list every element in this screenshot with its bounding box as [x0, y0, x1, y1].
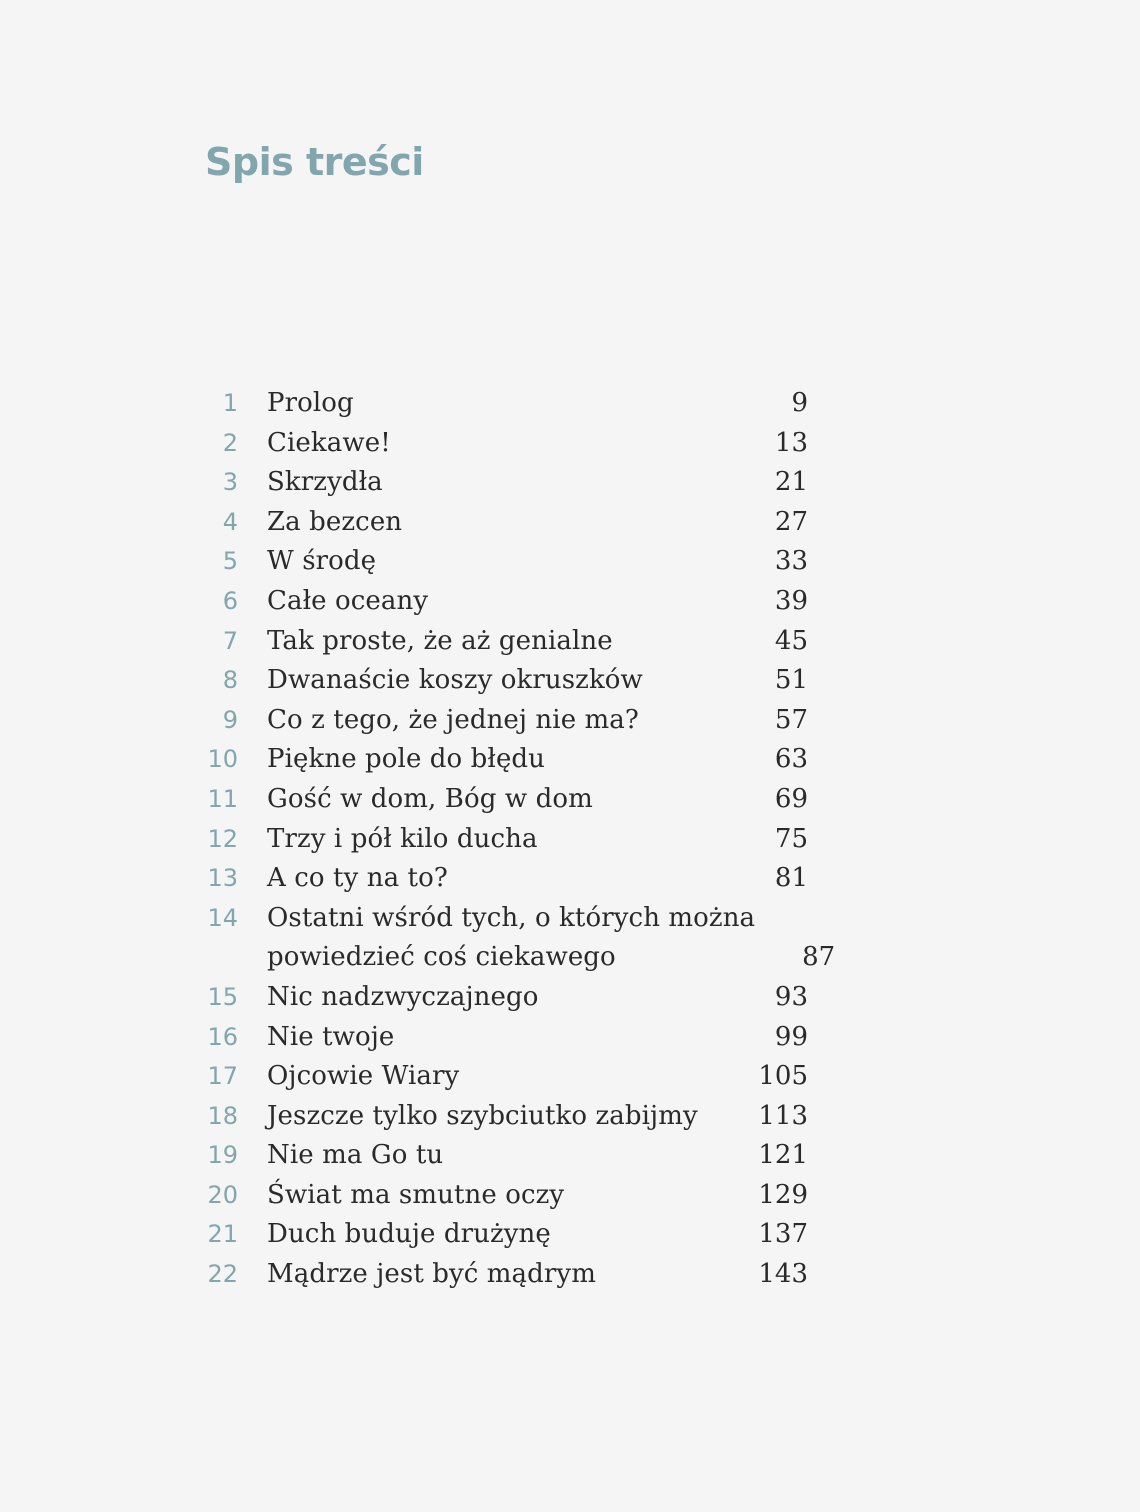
chapter-title-line: Co z tego, że jednej nie ma? — [267, 704, 639, 735]
chapter-title — [238, 780, 728, 820]
chapter-title — [238, 1215, 728, 1255]
toc-entry[interactable] — [198, 503, 808, 543]
chapter-title-line: Jeszcze tylko szybciutko zabijmy — [267, 1100, 698, 1131]
chapter-page-number: 137 — [758, 1219, 808, 1250]
chapter-page-number: 33 — [774, 546, 808, 577]
chapter-title — [238, 542, 728, 582]
chapter-page-number: 75 — [774, 823, 808, 854]
toc-entry[interactable] — [198, 859, 808, 899]
chapter-page-number: 45 — [774, 625, 808, 656]
chapter-title-line: Gość w dom, Bóg w dom — [267, 783, 593, 814]
chapter-title — [238, 820, 728, 860]
chapter-page-number: 9 — [791, 388, 808, 418]
chapter-page-number: 143 — [758, 1259, 808, 1290]
chapter-number: 11 — [207, 784, 238, 813]
toc-entry[interactable] — [198, 780, 808, 820]
chapter-number: 3 — [222, 468, 238, 497]
toc-entry[interactable] — [198, 542, 808, 582]
chapter-title-line: Ojcowie Wiary — [267, 1061, 460, 1092]
chapter-page-number: 27 — [774, 506, 808, 537]
chapter-title — [238, 978, 728, 1018]
chapter-title-line: Duch buduje drużynę — [267, 1219, 551, 1250]
chapter-title — [238, 899, 755, 978]
chapter-title-line: W środę — [267, 546, 377, 577]
toc-entry[interactable] — [198, 820, 808, 860]
chapter-title-line: Nie ma Go tu — [267, 1140, 444, 1171]
chapter-page-number: 63 — [774, 744, 808, 775]
table-of-contents — [198, 384, 836, 1295]
chapter-number: 12 — [207, 824, 238, 853]
chapter-number: 5 — [222, 547, 238, 576]
chapter-number: 14 — [207, 903, 238, 932]
chapter-number: 6 — [222, 586, 238, 615]
toc-entry[interactable] — [198, 1057, 808, 1097]
chapter-title-line: Mądrze jest być mądrym — [267, 1259, 596, 1290]
chapter-page-number: 57 — [774, 704, 808, 735]
chapter-title — [238, 1097, 728, 1137]
chapter-page-number: 93 — [774, 981, 808, 1012]
chapter-title — [238, 1176, 728, 1216]
chapter-page-number: 121 — [758, 1140, 808, 1171]
toc-entry[interactable] — [198, 1255, 808, 1295]
chapter-title-line: Całe oceany — [267, 585, 429, 616]
toc-entry[interactable] — [198, 978, 808, 1018]
chapter-title-line: Nic nadzwyczajnego — [267, 981, 539, 1012]
chapter-number: 17 — [207, 1062, 238, 1091]
toc-entry[interactable] — [198, 582, 808, 622]
chapter-number: 19 — [207, 1141, 238, 1170]
chapter-page-number: 81 — [774, 863, 808, 894]
toc-entry[interactable] — [198, 622, 808, 662]
chapter-title-line: A co ty na to? — [267, 863, 448, 894]
chapter-title — [238, 859, 728, 899]
toc-entry[interactable] — [198, 1097, 808, 1137]
chapter-number: 10 — [207, 745, 238, 774]
chapter-number: 15 — [207, 982, 238, 1011]
chapter-title-line: Tak proste, że aż genialne — [267, 625, 613, 656]
chapter-title — [238, 622, 728, 662]
chapter-title — [238, 384, 728, 424]
toc-entry[interactable] — [198, 701, 808, 741]
chapter-page-number: 13 — [774, 427, 808, 458]
chapter-page-number: 69 — [774, 783, 808, 814]
chapter-title — [238, 463, 728, 503]
chapter-title — [238, 1018, 728, 1058]
chapter-page-number: 51 — [774, 665, 808, 696]
chapter-title-line: Ostatni wśród tych, o których można — [267, 902, 756, 933]
chapter-title-line: Za bezcen — [267, 506, 403, 537]
chapter-number: 8 — [222, 666, 238, 695]
chapter-title-line: powiedzieć coś ciekawego — [267, 942, 616, 973]
chapter-page-number: 21 — [774, 467, 808, 498]
chapter-title — [238, 1057, 728, 1097]
chapter-number: 21 — [207, 1220, 238, 1249]
chapter-page-number: 129 — [758, 1179, 808, 1210]
chapter-title-line: Prolog — [267, 388, 354, 418]
toc-entry[interactable] — [198, 1018, 808, 1058]
chapter-number: 9 — [222, 705, 238, 734]
chapter-number: 16 — [207, 1022, 238, 1051]
chapter-number: 4 — [222, 507, 238, 536]
chapter-title-line: Ciekawe! — [267, 427, 391, 458]
chapter-number: 1 — [222, 389, 238, 417]
chapter-number: 20 — [207, 1180, 238, 1209]
toc-entry[interactable] — [198, 463, 808, 503]
chapter-title — [238, 582, 728, 622]
chapter-title — [238, 701, 728, 741]
toc-entry[interactable] — [198, 661, 808, 701]
chapter-title — [238, 661, 728, 701]
chapter-number: 2 — [222, 428, 238, 457]
chapter-number: 22 — [207, 1260, 238, 1289]
chapter-number: 13 — [207, 864, 238, 893]
chapter-number: 7 — [222, 626, 238, 655]
chapter-page-number: 99 — [774, 1021, 808, 1052]
chapter-page-number: 39 — [774, 585, 808, 616]
toc-entry[interactable] — [198, 899, 836, 978]
chapter-number: 18 — [207, 1101, 238, 1130]
chapter-page-number: 113 — [758, 1100, 808, 1131]
chapter-title-line: Skrzydła — [267, 467, 383, 498]
chapter-title-line: Dwanaście koszy okruszków — [267, 665, 643, 696]
chapter-title — [238, 1136, 728, 1176]
chapter-title — [238, 1255, 728, 1295]
toc-entry[interactable] — [198, 384, 808, 424]
chapter-page-number: 105 — [758, 1061, 808, 1092]
chapter-title — [238, 503, 728, 543]
toc-entry[interactable] — [198, 1176, 808, 1216]
chapter-title-line: Nie twoje — [267, 1021, 395, 1052]
chapter-page-number: 87 — [802, 942, 836, 973]
chapter-title-line: Trzy i pół kilo ducha — [267, 823, 538, 854]
toc-entry[interactable] — [198, 1215, 808, 1255]
toc-entry[interactable] — [198, 740, 808, 780]
chapter-title — [238, 424, 728, 464]
page-title: Spis treści — [205, 140, 424, 184]
toc-entry[interactable] — [198, 1136, 808, 1176]
chapter-title-line: Świat ma smutne oczy — [267, 1179, 565, 1210]
toc-entry[interactable] — [198, 424, 808, 464]
chapter-title — [238, 740, 728, 780]
chapter-title-line: Piękne pole do błędu — [267, 744, 546, 775]
